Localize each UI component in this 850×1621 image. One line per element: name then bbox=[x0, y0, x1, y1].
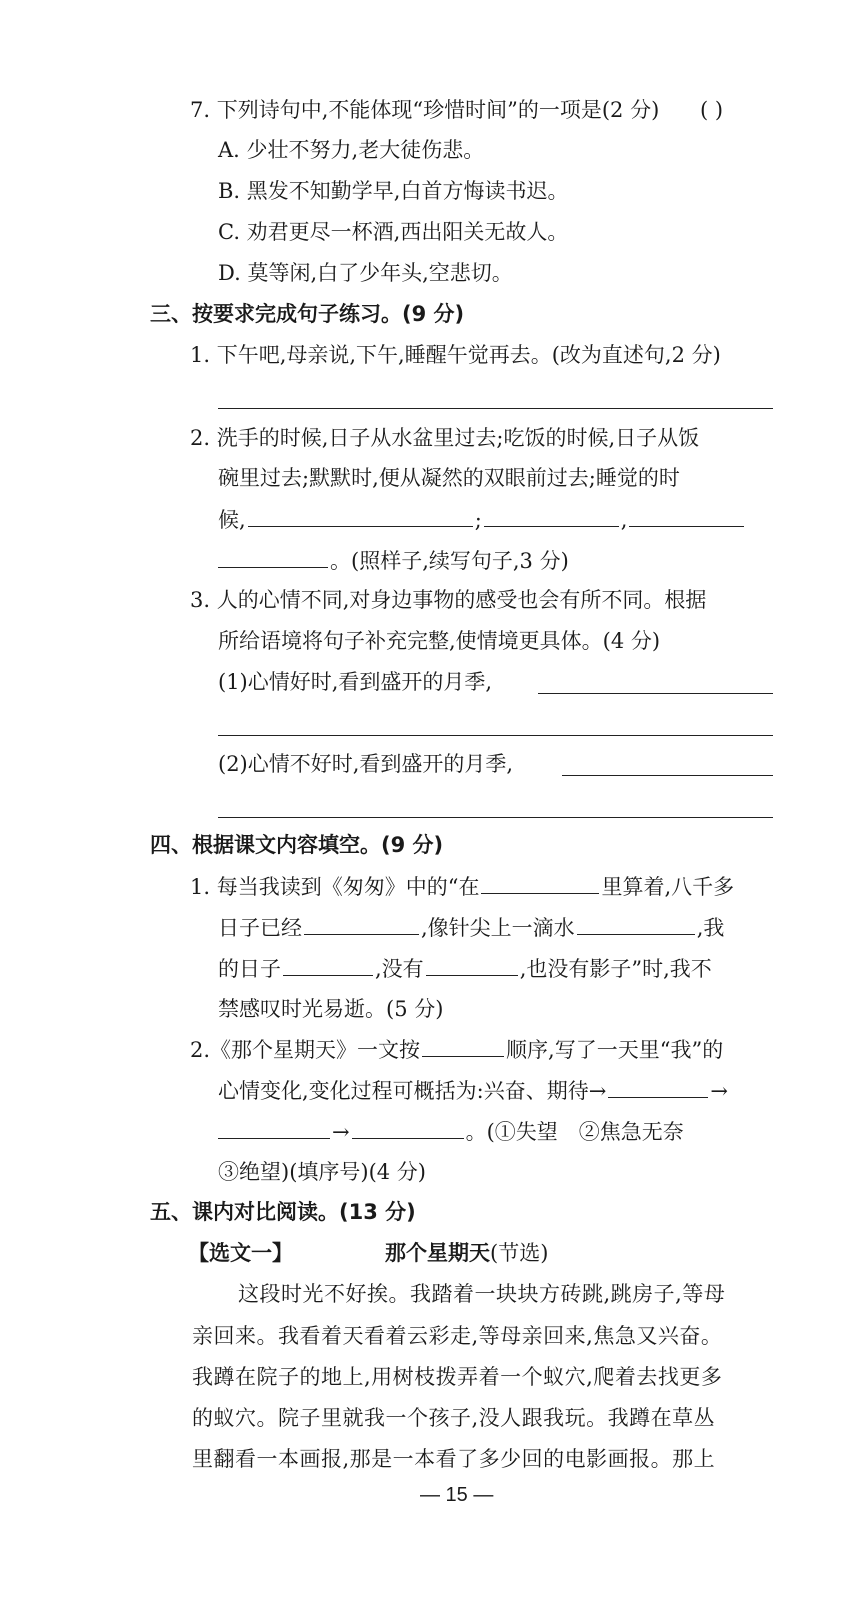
s3-q2-l3-text-b: ; bbox=[474, 508, 482, 532]
s3-q3-sub1-text: (1)心情好时,看到盛开的月季, bbox=[218, 670, 493, 694]
s4-q2-blank-4[interactable] bbox=[352, 1116, 464, 1139]
s3-q2-blank-3[interactable] bbox=[629, 504, 744, 527]
s4-q1-l1-text-a: 1. 每当我读到《匆匆》中的“在 bbox=[190, 875, 480, 899]
s4-q2-l1-text-a: 2.《那个星期天》一文按 bbox=[190, 1038, 421, 1062]
s4-q2-l1-text-b: 顺序,写了一天里“我”的 bbox=[506, 1038, 724, 1062]
s3-q2-l3-text-a: 候, bbox=[218, 508, 246, 532]
s4-q1-line1 bbox=[190, 871, 734, 902]
section3-heading: 三、按要求完成句子练习。(9 分) bbox=[150, 302, 465, 326]
s5-title-text: 那个星期天 bbox=[385, 1241, 490, 1265]
s4-q1-l2-text-c: ,我 bbox=[696, 916, 725, 940]
s3-q3-sub1 bbox=[218, 667, 492, 697]
s4-q1-l1-text-b: 里算着,八千多 bbox=[601, 875, 735, 899]
s5-passage-line-1: 这段时光不好挨。我踏着一块块方砖跳,跳房子,等母 bbox=[238, 1282, 726, 1306]
s4-q1-blank-3[interactable] bbox=[577, 912, 695, 935]
s3-q3-sub2-text: (2)心情不好时,看到盛开的月季, bbox=[218, 752, 514, 776]
s4-q2-line3 bbox=[218, 1116, 684, 1147]
section5-heading: 五、课内对比阅读。(13 分) bbox=[150, 1200, 416, 1224]
s3-q2-blank-4[interactable] bbox=[218, 545, 328, 568]
s4-q1-line3 bbox=[218, 953, 712, 984]
s4-q2-blank-2[interactable] bbox=[608, 1075, 708, 1098]
s5-passage-line-2: 亲回来。我看着天看着云彩走,等母亲回来,焦急又兴奋。 bbox=[192, 1324, 723, 1348]
section4-heading: 四、根据课文内容填空。(9 分) bbox=[150, 833, 444, 857]
s3-q1-answer-line[interactable] bbox=[218, 408, 773, 409]
s4-q2-l3-text: 。(①失望 ②焦急无奈 bbox=[465, 1120, 684, 1144]
s4-q1-l3-text-b: ,没有 bbox=[375, 957, 424, 981]
s4-q2-l3-arrow: → bbox=[332, 1120, 350, 1144]
s3-q2-line3 bbox=[218, 504, 746, 535]
s3-q3-sub1-answer-line-1[interactable] bbox=[538, 693, 773, 694]
s3-q3-sub2 bbox=[218, 749, 513, 779]
s4-q2-l2-text-a: 心情变化,变化过程可概括为:兴奋、期待→ bbox=[218, 1079, 607, 1103]
s4-q1-l3-text-c: ,也没有影子”时,我不 bbox=[519, 957, 712, 981]
s3-q2-line2: 碗里过去;默默时,便从凝然的双眼前过去;睡觉的时 bbox=[218, 466, 680, 490]
s3-q2-blank-2[interactable] bbox=[484, 504, 619, 527]
s4-q1-blank-5[interactable] bbox=[426, 953, 518, 976]
s4-q2-line4: ③绝望)(填序号)(4 分) bbox=[218, 1160, 426, 1184]
s4-q1-l2-text-a: 日子已经 bbox=[218, 916, 302, 940]
s3-q3-line1: 3. 人的心情不同,对身边事物的感受也会有所不同。根据 bbox=[190, 588, 707, 612]
q7-stem: 7. 下列诗句中,不能体现“珍惜时间”的一项是(2 分) bbox=[190, 98, 660, 122]
s4-q2-line2 bbox=[218, 1075, 728, 1106]
s3-q1: 1. 下午吧,母亲说,下午,睡醒午觉再去。(改为直述句,2 分) bbox=[190, 343, 721, 367]
s5-passage-label: 【选文一】 bbox=[188, 1241, 293, 1265]
s4-q1-line4: 禁感叹时光易逝。(5 分) bbox=[218, 997, 444, 1021]
q7-option-b: B. 黑发不知勤学早,白首方悔读书迟。 bbox=[218, 179, 569, 203]
q7-option-c: C. 劝君更尽一杯酒,西出阳关无故人。 bbox=[218, 220, 569, 244]
s5-passage-title bbox=[385, 1238, 548, 1268]
s4-q2-blank-1[interactable] bbox=[422, 1034, 504, 1057]
q7-option-a: A. 少壮不努力,老大徒伤悲。 bbox=[218, 138, 485, 162]
s4-q1-line2 bbox=[218, 912, 724, 943]
s4-q1-l2-text-b: ,像针尖上一滴水 bbox=[421, 916, 575, 940]
s5-passage-line-5: 里翻看一本画报,那是一本看了多少回的电影画报。那上 bbox=[192, 1447, 716, 1471]
s4-q1-l3-text-a: 的日子 bbox=[218, 957, 281, 981]
s3-q2-blank-1[interactable] bbox=[248, 504, 473, 527]
s4-q2-arrow: → bbox=[710, 1079, 728, 1103]
page-number: — 15 — bbox=[420, 1484, 494, 1506]
q7-answer-paren: ( ) bbox=[700, 98, 724, 122]
s4-q1-blank-1[interactable] bbox=[481, 871, 599, 894]
q7-option-d: D. 莫等闲,白了少年头,空悲切。 bbox=[218, 261, 513, 285]
s4-q2-blank-3[interactable] bbox=[218, 1116, 330, 1139]
s3-q2-l3-text-c: , bbox=[620, 508, 628, 532]
s3-q3-line2: 所给语境将句子补充完整,使情境更具体。(4 分) bbox=[218, 629, 661, 653]
s3-q2-line1: 2. 洗手的时候,日子从水盆里过去;吃饭的时候,日子从饭 bbox=[190, 426, 700, 450]
s3-q3-sub2-answer-line-1[interactable] bbox=[562, 775, 773, 776]
s3-q3-sub2-answer-line-2[interactable] bbox=[218, 817, 773, 818]
s3-q2-l4-text: 。(照样子,续写句子,3 分) bbox=[330, 549, 569, 573]
s5-title-note: (节选) bbox=[490, 1241, 549, 1265]
s4-q1-blank-4[interactable] bbox=[283, 953, 373, 976]
s5-passage-line-4: 的蚁穴。院子里就我一个孩子,没人跟我玩。我蹲在草丛 bbox=[192, 1406, 716, 1430]
s4-q2-line1 bbox=[190, 1034, 723, 1065]
s5-passage-line-3: 我蹲在院子的地上,用树枝拨弄着一个蚁穴,爬着去找更多 bbox=[192, 1365, 723, 1389]
s4-q1-blank-2[interactable] bbox=[304, 912, 419, 935]
s3-q3-sub1-answer-line-2[interactable] bbox=[218, 735, 773, 736]
s3-q2-line4 bbox=[218, 545, 569, 576]
